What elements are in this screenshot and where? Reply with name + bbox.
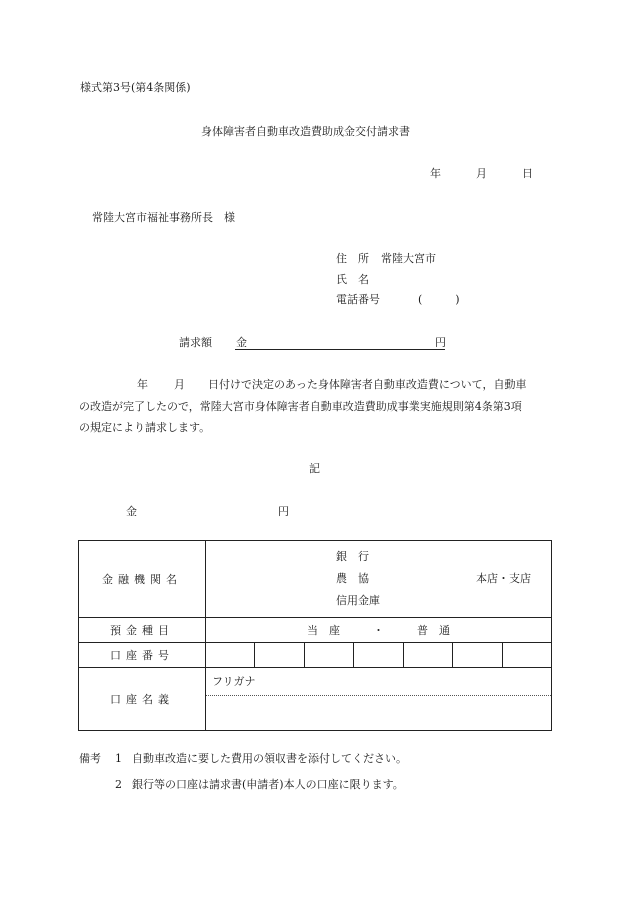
bank-nokyo: 農 協 — [336, 572, 369, 585]
deposit-type-label: 預金種目 — [79, 618, 206, 643]
form-title: 身体障害者自動車改造費助成金交付請求書 — [201, 125, 410, 138]
deposit-type-value[interactable]: 当 座 ・ 普 通 — [206, 618, 552, 643]
date-year: 年 — [430, 167, 441, 180]
bank-name-cell[interactable] — [206, 541, 552, 618]
furigana-label: フリガナ — [212, 675, 256, 688]
address-label: 住 所 — [336, 252, 369, 265]
digit-box[interactable] — [502, 643, 551, 667]
account-number-cell[interactable] — [206, 643, 552, 668]
account-holder-label: 口座名義 — [79, 668, 206, 731]
digit-box[interactable] — [353, 643, 402, 667]
body-year: 年 — [137, 378, 148, 391]
amount-yen: 円 — [278, 505, 289, 518]
digit-box[interactable] — [206, 643, 254, 667]
note-2-number: 2 — [115, 778, 122, 791]
ki-heading: 記 — [309, 462, 320, 475]
account-number-label: 口座番号 — [79, 643, 206, 668]
digit-box[interactable] — [403, 643, 452, 667]
bank-ginko: 銀 行 — [336, 550, 369, 563]
account-number-boxes — [206, 643, 551, 667]
claim-label: 請求額 — [179, 336, 212, 349]
bank-shinkin: 信用金庫 — [336, 594, 380, 607]
bank-branch: 本店・支店 — [476, 572, 531, 585]
note-1: 自動車改造に要した費用の領収書を添付してください。 — [132, 752, 407, 765]
digit-box[interactable] — [254, 643, 303, 667]
date-day: 日 — [522, 167, 533, 180]
note-2: 銀行等の口座は請求書(申請者)本人の口座に限ります。 — [132, 778, 404, 791]
body-month: 月 — [174, 378, 185, 391]
furigana-divider — [206, 695, 551, 696]
account-holder-cell[interactable] — [206, 668, 552, 731]
digit-box[interactable] — [452, 643, 501, 667]
body-line3: の規定により請求します。 — [79, 421, 211, 434]
body-line2: の改造が完了したので，常陸大宮市身体障害者自動車改造費助成事業実施規則第4条第3項 — [79, 400, 522, 413]
name-label: 氏 名 — [336, 273, 369, 286]
phone-parens: ( ) — [418, 293, 460, 306]
claim-kin: 金 — [236, 336, 247, 349]
phone-label: 電話番号 — [336, 293, 380, 306]
bank-name-label: 金融機関名 — [79, 541, 206, 618]
bank-account-table — [78, 540, 552, 731]
note-1-number: 1 — [115, 752, 122, 765]
amount-kin: 金 — [126, 505, 137, 518]
addressee: 常陸大宮市福祉事務所長 様 — [92, 211, 235, 224]
claim-underline — [235, 349, 445, 350]
date-month: 月 — [476, 167, 487, 180]
form-number: 様式第3号(第4条関係) — [80, 81, 191, 94]
claim-yen: 円 — [435, 336, 446, 349]
address-value: 常陸大宮市 — [381, 252, 436, 265]
digit-box[interactable] — [304, 643, 353, 667]
notes-label: 備考 — [79, 752, 101, 765]
body-line1: 日付けで決定のあった身体障害者自動車改造費について，自動車 — [208, 378, 527, 391]
